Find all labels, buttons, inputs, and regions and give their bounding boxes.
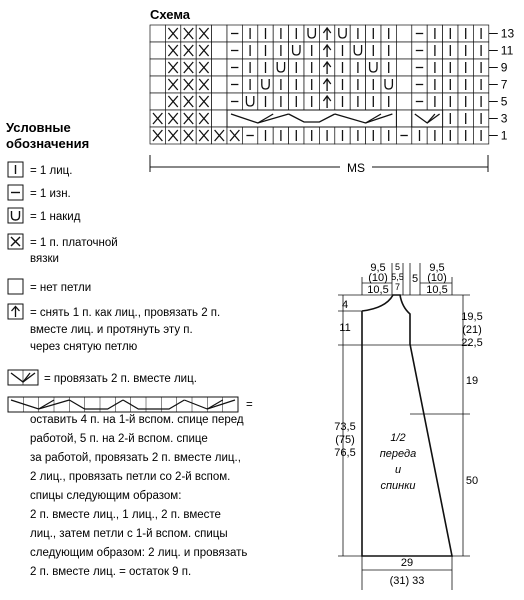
chart-cell: [350, 59, 365, 76]
chart-cell: [319, 93, 334, 110]
chart-cell: [319, 59, 334, 76]
chart-cell: [150, 127, 165, 144]
center-label-4: спинки: [380, 480, 416, 492]
repeat-label: MS: [347, 161, 365, 175]
chart-cell: [304, 25, 319, 42]
chart-cell: [366, 25, 381, 42]
chart-cell: [412, 76, 427, 93]
chart-cell: [396, 25, 411, 42]
chart-cell: [366, 42, 381, 59]
chart-cell: [473, 76, 488, 93]
chart-cell: [258, 76, 273, 93]
chart-cell: [473, 25, 488, 42]
dim-bottom-1: 29: [400, 557, 414, 569]
chart-cell: [335, 25, 350, 42]
legend-text-cable-9: 2 п. вместе лиц. = остаток 9 п.: [30, 566, 192, 578]
chart-cell: [227, 25, 242, 42]
center-label-3: и: [394, 464, 402, 476]
chart-cell: [289, 93, 304, 110]
chart-cell: [181, 127, 196, 144]
legend-text-cable-7: лиц., затем петли с 1-й вспом. спицы: [30, 528, 228, 540]
k2tog-symbol-icon: [8, 370, 38, 385]
chart-cell: [258, 25, 273, 42]
chart-cell: [396, 59, 411, 76]
chart-cell: [335, 76, 350, 93]
chart-cell: [443, 76, 458, 93]
legend-text-decrease-2: вместе лиц. и протянуть эту п.: [30, 324, 193, 336]
dim-top-mid-2: 5,5: [391, 272, 404, 282]
chart-cell: [396, 76, 411, 93]
chart-cell: [258, 42, 273, 59]
chart-cell: [150, 59, 165, 76]
row-number-labels: [489, 27, 515, 143]
chart-cell: [242, 25, 257, 42]
legend-text-garter-1: = 1 п. платочной: [30, 237, 118, 249]
legend-text-purl: = 1 изн.: [30, 188, 71, 200]
center-label-1: 1/2: [390, 432, 406, 444]
chart-cell: [227, 59, 242, 76]
chart-cell: [427, 127, 442, 144]
chart-cell: [242, 93, 257, 110]
chart-cell: [443, 25, 458, 42]
chart-cell: [396, 93, 411, 110]
chart-cell: [289, 76, 304, 93]
chart-cell: [319, 127, 334, 144]
legend-text-knit: = 1 лиц.: [30, 165, 73, 177]
dim-top-mid-1: 5: [394, 262, 401, 272]
chart-cell: [458, 42, 473, 59]
chart-cell: [273, 93, 288, 110]
chart-cell: [258, 127, 273, 144]
dim-top-left-1: 9,5: [370, 262, 386, 274]
chart-grid: [150, 25, 489, 144]
chart-cell: [304, 42, 319, 59]
garment-schematic: [334, 262, 482, 590]
chart-cell: [212, 42, 227, 59]
row-number: 9: [500, 60, 508, 75]
chart-cell: [335, 42, 350, 59]
legend-item-cable: [8, 397, 253, 578]
chart-cell: [150, 110, 165, 127]
chart-cell: [412, 25, 427, 42]
chart-cell: [150, 93, 165, 110]
chart-cell: [196, 127, 211, 144]
chart-cell: [319, 76, 334, 93]
row-number: 3: [500, 111, 508, 126]
legend-item-knit: [8, 162, 72, 177]
chart-cell: [289, 127, 304, 144]
garment-outline: [362, 295, 452, 556]
legend-text-cable-5: спицы следующим образом:: [30, 490, 182, 502]
chart-cell: [396, 127, 411, 144]
chart-cell: [458, 59, 473, 76]
chart-cell: [427, 42, 442, 59]
chart-cell: [350, 93, 365, 110]
chart-cell: [165, 76, 180, 93]
chart-cell: [212, 127, 227, 144]
chart-cell: [304, 76, 319, 93]
chart-cell: [181, 110, 196, 127]
chart-cell: [196, 42, 211, 59]
legend-text-cable-3: за работой, провязать 2 п. вместе лиц.,: [30, 452, 241, 464]
chart-cell: [181, 93, 196, 110]
chart-cell: [412, 59, 427, 76]
chart-cell: [227, 42, 242, 59]
legend-text-cable-2: работой, 5 п. на 2-й вспом. спице: [30, 433, 208, 445]
chart-title: Схема: [150, 7, 191, 22]
chart-cell: [212, 76, 227, 93]
chart-cell: [227, 93, 242, 110]
chart-cell: [443, 59, 458, 76]
legend-item-no-stitch: [8, 279, 91, 294]
legend-text-decrease-3: через снятую петлю: [30, 341, 138, 353]
chart-cell: [458, 25, 473, 42]
chart-cell: [165, 25, 180, 42]
chart-cell: [289, 25, 304, 42]
row-number: 7: [500, 77, 508, 92]
dim-top-left-2: (10): [368, 272, 388, 284]
chart-cell: [181, 76, 196, 93]
chart-cell: [150, 25, 165, 42]
chart-cell: [273, 42, 288, 59]
chart-cell: [289, 42, 304, 59]
chart-cell: [335, 127, 350, 144]
legend-item-purl: [8, 185, 71, 200]
legend-item-decrease: [8, 304, 220, 353]
chart-cell: [150, 42, 165, 59]
chart-cell: [212, 25, 227, 42]
chart-cell: [242, 76, 257, 93]
dim-right-1-2: (21): [462, 324, 482, 336]
legend-title-line2: обозначения: [6, 136, 90, 151]
dim-top-right-1: 9,5: [429, 262, 445, 274]
chart-cell: [165, 93, 180, 110]
chart-cell: [427, 76, 442, 93]
chart-cell: [242, 127, 257, 144]
chart-cell: [289, 59, 304, 76]
chart-cell: [196, 110, 211, 127]
chart-cell: [458, 110, 473, 127]
chart-cell: [242, 59, 257, 76]
chart-cell: [212, 110, 227, 127]
chart-cell: [350, 76, 365, 93]
center-label-2: переда: [379, 448, 417, 460]
chart-cell: [473, 127, 488, 144]
chart-cell: [366, 93, 381, 110]
chart-cell: [350, 42, 365, 59]
chart-cell: [473, 42, 488, 59]
chart-cell: [304, 127, 319, 144]
dim-left-3-1: 73,5: [334, 421, 356, 433]
chart-cell: [458, 76, 473, 93]
knit-symbol-icon: [8, 162, 23, 177]
chart-cell: [412, 42, 427, 59]
dim-left-1: 4: [341, 299, 349, 311]
chart-cell: [335, 59, 350, 76]
chart-cell: [381, 59, 396, 76]
chart-cell: [181, 25, 196, 42]
decrease-arrow-symbol-icon: [8, 304, 23, 319]
chart-cell: [443, 110, 458, 127]
legend: [6, 120, 253, 578]
chart-cell: [304, 93, 319, 110]
chart-cell: [242, 42, 257, 59]
chart-cell: [443, 42, 458, 59]
cable-symbol-icon: [8, 397, 238, 412]
dim-right-1-3: 22,5: [461, 337, 483, 349]
row-number: 11: [500, 43, 514, 58]
row-number: 13: [500, 26, 515, 41]
legend-title-line1: Условные: [6, 120, 71, 135]
chart-cell: [196, 25, 211, 42]
row-number: 1: [500, 128, 508, 143]
dim-top-left-3: 10,5: [367, 284, 389, 296]
chart-cell: [366, 59, 381, 76]
chart-cable-symbol: [227, 110, 396, 127]
chart-cell: [165, 59, 180, 76]
chart-cell: [443, 127, 458, 144]
chart-k2tog-symbol: [412, 110, 443, 127]
chart-cell: [227, 127, 242, 144]
legend-text-k2tog: = провязать 2 п. вместе лиц.: [44, 373, 197, 385]
dim-right-1-1: 19,5: [461, 311, 483, 323]
chart-cell: [319, 42, 334, 59]
dim-right-3: 50: [465, 475, 479, 487]
chart-cell: [427, 25, 442, 42]
chart-cell: [381, 25, 396, 42]
chart-cell: [212, 59, 227, 76]
chart-cell: [165, 110, 180, 127]
chart-cell: [381, 42, 396, 59]
dimension-lines: [338, 263, 470, 590]
stitch-chart: [150, 7, 514, 175]
legend-text-cable-6: 2 п. вместе лиц., 1 лиц., 2 п. вместе: [30, 509, 221, 521]
chart-cell: [350, 25, 365, 42]
chart-cell: [381, 127, 396, 144]
dim-left-3-3: 76,5: [334, 447, 356, 459]
chart-cell: [427, 59, 442, 76]
chart-cell: [427, 93, 442, 110]
chart-cell: [366, 127, 381, 144]
chart-cell: [165, 127, 180, 144]
legend-item-garter: [8, 234, 118, 265]
dim-top-right-2: (10): [427, 272, 447, 284]
legend-text-cable-1: оставить 4 п. на 1-й вспом. спице перед: [30, 414, 244, 426]
chart-cell: [227, 76, 242, 93]
chart-cell: [273, 25, 288, 42]
chart-cell: [381, 93, 396, 110]
chart-cell: [473, 110, 488, 127]
chart-cell: [473, 93, 488, 110]
chart-cell: [196, 59, 211, 76]
legend-item-yarn-over: [8, 208, 81, 223]
chart-cell: [443, 93, 458, 110]
chart-cell: [366, 76, 381, 93]
chart-cell: [273, 127, 288, 144]
chart-cell: [381, 76, 396, 93]
legend-text-cable-equals: =: [246, 399, 253, 411]
legend-text-cable-4: 2 лиц., провязать петли со 2-й вспом.: [30, 471, 231, 483]
chart-cell: [458, 127, 473, 144]
chart-cell: [350, 127, 365, 144]
dim-bottom-2: (31) 33: [389, 575, 425, 587]
legend-text-cable-8: следующим образом: 2 лиц. и провязать: [30, 547, 248, 559]
legend-text-decrease-1: = снять 1 п. как лиц., провязать 2 п.: [30, 307, 221, 319]
dim-top-right-3: 10,5: [426, 284, 448, 296]
chart-cell: [412, 93, 427, 110]
chart-cell: [181, 42, 196, 59]
legend-text-yarn-over: = 1 накид: [30, 211, 81, 223]
chart-cell: [196, 93, 211, 110]
dim-left-3-2: (75): [335, 434, 355, 446]
chart-cell: [396, 110, 411, 127]
dim-right-2: 19: [465, 375, 479, 387]
chart-cell: [212, 93, 227, 110]
dim-left-2: 11: [339, 322, 351, 334]
dim-top-mid-3: 7: [394, 282, 401, 292]
legend-text-no-stitch: = нет петли: [30, 282, 92, 294]
chart-cell: [165, 42, 180, 59]
no-stitch-symbol-icon: [8, 279, 23, 294]
chart-cell: [273, 59, 288, 76]
chart-cell: [396, 42, 411, 59]
chart-cell: [273, 76, 288, 93]
purl-symbol-icon: [8, 185, 23, 200]
dim-top-mid-4: 5: [411, 273, 419, 285]
yarn-over-symbol-icon: [8, 208, 23, 223]
chart-cell: [304, 59, 319, 76]
chart-cell: [473, 59, 488, 76]
legend-text-garter-2: вязки: [30, 253, 59, 265]
garter-symbol-icon: [8, 234, 23, 249]
repeat-bracket: [150, 155, 488, 175]
chart-cell: [181, 59, 196, 76]
chart-cell: [319, 25, 334, 42]
chart-cell: [196, 76, 211, 93]
chart-cell: [335, 93, 350, 110]
chart-cell: [150, 76, 165, 93]
row-number: 5: [500, 94, 508, 109]
legend-item-k2tog: [8, 370, 197, 385]
chart-cell: [258, 59, 273, 76]
chart-cell: [412, 127, 427, 144]
chart-cell: [458, 93, 473, 110]
chart-cell: [258, 93, 273, 110]
